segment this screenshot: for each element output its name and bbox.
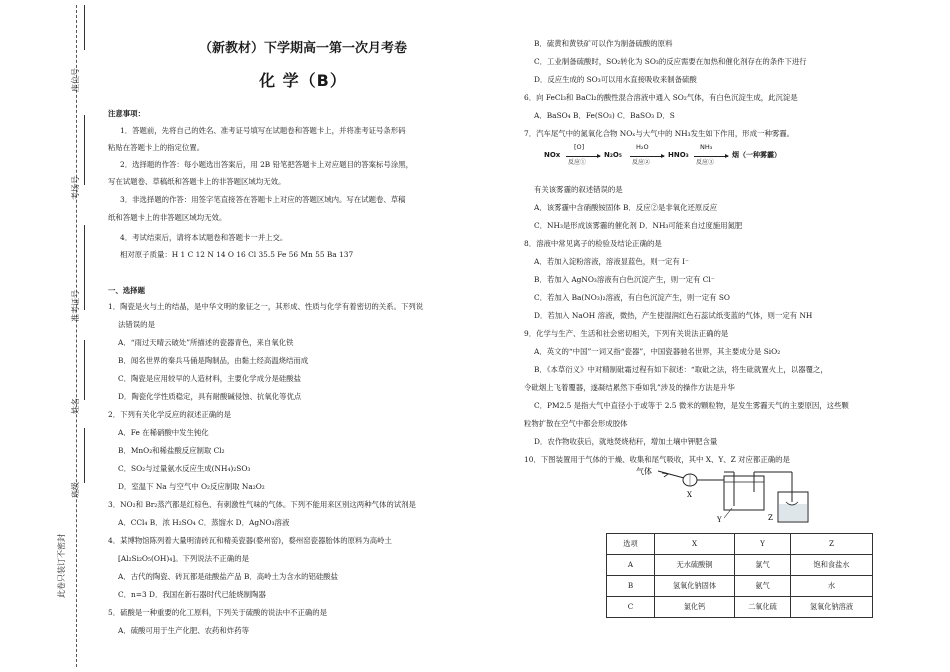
option-line: C．NH₃是形成该雾霾的催化剂 D．NH₃可能来自过度施用氮肥	[534, 221, 743, 230]
option-line: A．Fe 在稀硝酸中发生钝化	[118, 428, 209, 437]
notice-line: 纸和答题卡上的非答题区域均无效。	[108, 213, 227, 222]
reagent-label: H₂O	[636, 143, 649, 151]
option-line: B．若加入 AgNO₃溶液有白色沉淀产生，则一定有 Cl⁻	[534, 275, 715, 284]
arrow-icon	[566, 156, 600, 157]
question-line: 6．向 FeCl₃和 BaCl₂的酸性混合溶液中通入 SO₂气体，有白色沉淀生成，此沉淀是	[524, 93, 798, 102]
notice-line: 写在试题卷、草稿纸和答题卡上的非答题区域均无效。	[108, 177, 286, 186]
option-line: A．英文的“中国”一词又指“瓷器”，中国瓷器驰名世界，其主要成分是 SiO₂	[534, 347, 781, 356]
name-label: 姓名	[71, 398, 80, 414]
reaction-step-label: 反应①	[568, 159, 587, 166]
option-line: A．该雾霾中含硝酸铵固体 B．反应②是非氧化还原反应	[534, 203, 718, 212]
option-line: A．BaSO₄ B．Fe(SO₃) C．BaSO₃ D．S	[534, 111, 675, 120]
label-y: Y	[717, 516, 722, 524]
ticket-number-label: 准考证号	[71, 290, 80, 322]
reaction-step-label: 反应②	[632, 159, 651, 166]
right-column	[524, 0, 934, 672]
seal-note: 此卷只装订不密封	[57, 534, 66, 598]
table-cell: 氯化钙	[655, 597, 735, 618]
notice-line: 1．答题前，先将自己的姓名、准考证号填写在试题卷和答题卡上，并将准考证号条形码	[120, 126, 406, 135]
notice-line: 2．选择题的作答：每小题选出答案后，用 2B 铅笔把答题卡上对应题目的答案标号涂黑，	[120, 160, 413, 169]
reaction-step-label: 反应③	[696, 159, 715, 166]
option-line: A．若加入淀粉溶液，溶液显蓝色，则一定有 I⁻	[534, 257, 689, 266]
table-cell: C	[607, 597, 655, 618]
option-line: A．CCl₄ B．浓 H₂SO₄ C．蒸馏水 D．AgNO₃溶液	[118, 518, 290, 527]
option-line: B．MnO₂和稀盐酸反应制取 Cl₂	[118, 446, 225, 455]
arrow-icon	[630, 156, 664, 157]
question-line: 4．某博物馆陈列着大量明清砖瓦和精美瓷器(婺州窑)，婺州窑瓷器胎体的原料为高岭土	[108, 536, 392, 545]
option-line: 粒物扩散在空气中都会形成胶体	[524, 419, 628, 428]
table-cell: 水	[791, 576, 873, 597]
notice-heading: 注意事项：	[108, 109, 145, 118]
binding-dashed-line	[76, 5, 77, 667]
binding-margin	[0, 0, 100, 672]
notice-line: 4．考试结束后，请将本试题卷和答题卡一并上交。	[120, 233, 288, 242]
name-blank	[84, 340, 85, 400]
option-line: B．硫黄和黄铁矿可以作为制备硫酸的原料	[534, 39, 673, 48]
option-line: C．若加入 Ba(NO₃)₂溶液，有白色沉淀产生，则一定有 SO	[534, 293, 730, 302]
notice-line: 粘贴在答题卡上的指定位置。	[108, 143, 205, 152]
table-row	[607, 597, 873, 618]
question-line: 3．NO₂和 Br₂蒸汽都是红棕色、有刺激性气味的气体。下列不能用来区别这两种气体的试剂是	[108, 500, 416, 509]
table-header-cell: 选项	[607, 534, 655, 555]
table-cell: 无水硫酸铜	[655, 555, 735, 576]
table-cell: 氯气	[735, 555, 791, 576]
question-line: 7．汽车尾气中的氮氧化合物 NOₓ与大气中的 NH₃发生如下作用，形成一种雾霾。	[524, 129, 795, 138]
question-line: 5．硫酸是一种重要的化工原料，下列关于硫酸的说法中不正确的是	[108, 608, 328, 617]
species-nox: NOx	[544, 151, 561, 159]
table-header-row	[607, 534, 873, 555]
table-cell: 氢氧化钠溶液	[791, 597, 873, 618]
option-line: C．工业制备硫酸时，SO₂转化为 SO₃的反应需要在加热和催化剂存在的条件下进行	[534, 57, 807, 66]
seat-number-blank	[84, 5, 85, 50]
question-line: 8．溶液中常见离子的检验及结论正确的是	[524, 239, 662, 248]
ticket-number-blank	[84, 225, 85, 310]
option-line: B．闻名世界的秦兵马俑是陶制品，由黏土经高温烧结而成	[118, 356, 309, 365]
table-cell: A	[607, 555, 655, 576]
exam-room-blank	[84, 115, 85, 185]
reagent-label: [O]	[574, 143, 585, 151]
option-line: D．若加入 NaOH 溶液，微热，产生使湿润红色石蕊试纸变蓝的气体，则一定有 NH	[534, 311, 813, 320]
option-line: D．室温下 Na 与空气中 O₂反应制取 Na₂O₂	[118, 482, 265, 491]
table-cell: 氨气	[735, 576, 791, 597]
gas-apparatus-diagram	[632, 462, 822, 530]
section-heading: 一、选择题	[108, 286, 145, 295]
subject-title: 化 学（B）	[259, 71, 347, 90]
seat-number-label: 座位号	[71, 68, 80, 92]
question-line: 2．下列有关化学反应的叙述正确的是	[108, 410, 231, 419]
species-hno3: HNO₃	[668, 151, 689, 159]
atomic-mass-line: 相对原子质量：H 1 C 12 N 14 O 16 Cl 35.5 Fe 56 Mn 55 Ba 137	[120, 250, 354, 259]
collection-bottle	[724, 476, 764, 510]
gas-label: 气体	[636, 467, 652, 476]
table-cell: B	[607, 576, 655, 597]
option-line: D．农作物收获后，就地焚烧秸秆，增加土壤中钾肥含量	[534, 437, 718, 446]
option-line: D．陶瓷化学性质稳定，具有耐酸碱侵蚀、抗氧化等优点	[118, 392, 302, 401]
table-cell: 氢氧化钠固体	[655, 576, 735, 597]
reaction-scheme	[544, 144, 804, 170]
exam-title: （新教材）下学期高一第一次月考卷	[198, 41, 407, 56]
option-line: 令砒烟上飞着覆器，遂凝结累然下垂如乳”涉及的操作方法是升华	[524, 383, 735, 392]
question-line: [Al₂Si₂O₅(OH)₄]。下列说法不正确的是	[118, 554, 249, 563]
options-table	[606, 533, 873, 618]
label-z: Z	[768, 514, 773, 522]
question-line: 10．下图装置用于气体的干燥、收集和尾气吸收，其中 X、Y、Z 对应都正确的是	[524, 455, 790, 464]
table-cell: 饱和食盐水	[791, 555, 873, 576]
table-header-cell: X	[655, 534, 735, 555]
reagent-label: NH₃	[700, 143, 713, 151]
species-n2o5: N₂O₅	[604, 151, 622, 159]
notice-line: 3．非选择题的作答：用签字笔直接答在答题卡上对应的答题区域内。写在试题卷、草稿	[120, 195, 406, 204]
option-line: A．古代的陶瓷、砖瓦都是硅酸盐产品 B．高岭土为含水的铝硅酸盐	[118, 572, 339, 581]
left-column	[108, 0, 508, 672]
class-blank	[84, 428, 85, 483]
option-line: B．《本草衍义》中对精制砒霜过程有如下叙述：“取砒之法，将生砒就置火上，以器覆之，	[534, 365, 828, 374]
option-line: C．PM2.5 是指大气中直径小于或等于 2.5 微米的颗粒物，是发生雾霾天气的主要原因，这些颗	[534, 401, 849, 410]
table-cell: 二氧化硫	[735, 597, 791, 618]
table-row	[607, 555, 873, 576]
question-line: 9．化学与生产、生活和社会密切相关，下列有关说法正确的是	[524, 329, 729, 338]
table-header-cell: Y	[735, 534, 791, 555]
table-row	[607, 576, 873, 597]
question-line: 有关该雾霾的叙述错误的是	[534, 185, 623, 194]
question-line: 法错误的是	[118, 320, 155, 329]
option-line: C．陶瓷是应用较早的人造材料，主要化学成分是硅酸盐	[118, 374, 302, 383]
option-line: C．n=3 D．我国在新石器时代已能烧制陶器	[118, 590, 266, 599]
option-line: A．硫酸可用于生产化肥、农药和炸药等	[118, 626, 249, 635]
species-smog: 烟（一种雾霾）	[732, 151, 781, 159]
option-line: C．SO₂与过量氨水反应生成(NH₄)₂SO₃	[118, 464, 251, 473]
exam-room-label: 考场号	[71, 176, 80, 200]
class-label: 班级	[71, 482, 80, 498]
question-line: 1．陶瓷是火与土的结晶，是中华文明的象征之一，其形成、性质与化学有着密切的关系。下列说	[108, 302, 424, 311]
label-x: X	[687, 491, 692, 499]
arrow-icon	[694, 156, 728, 157]
table-header-cell: Z	[791, 534, 873, 555]
option-line: D．反应生成的 SO₃可以用水直接吸收来制备硫酸	[534, 75, 697, 84]
option-line: A．“雨过天晴云破处”所描述的瓷器青色，来自氧化铁	[118, 338, 294, 347]
